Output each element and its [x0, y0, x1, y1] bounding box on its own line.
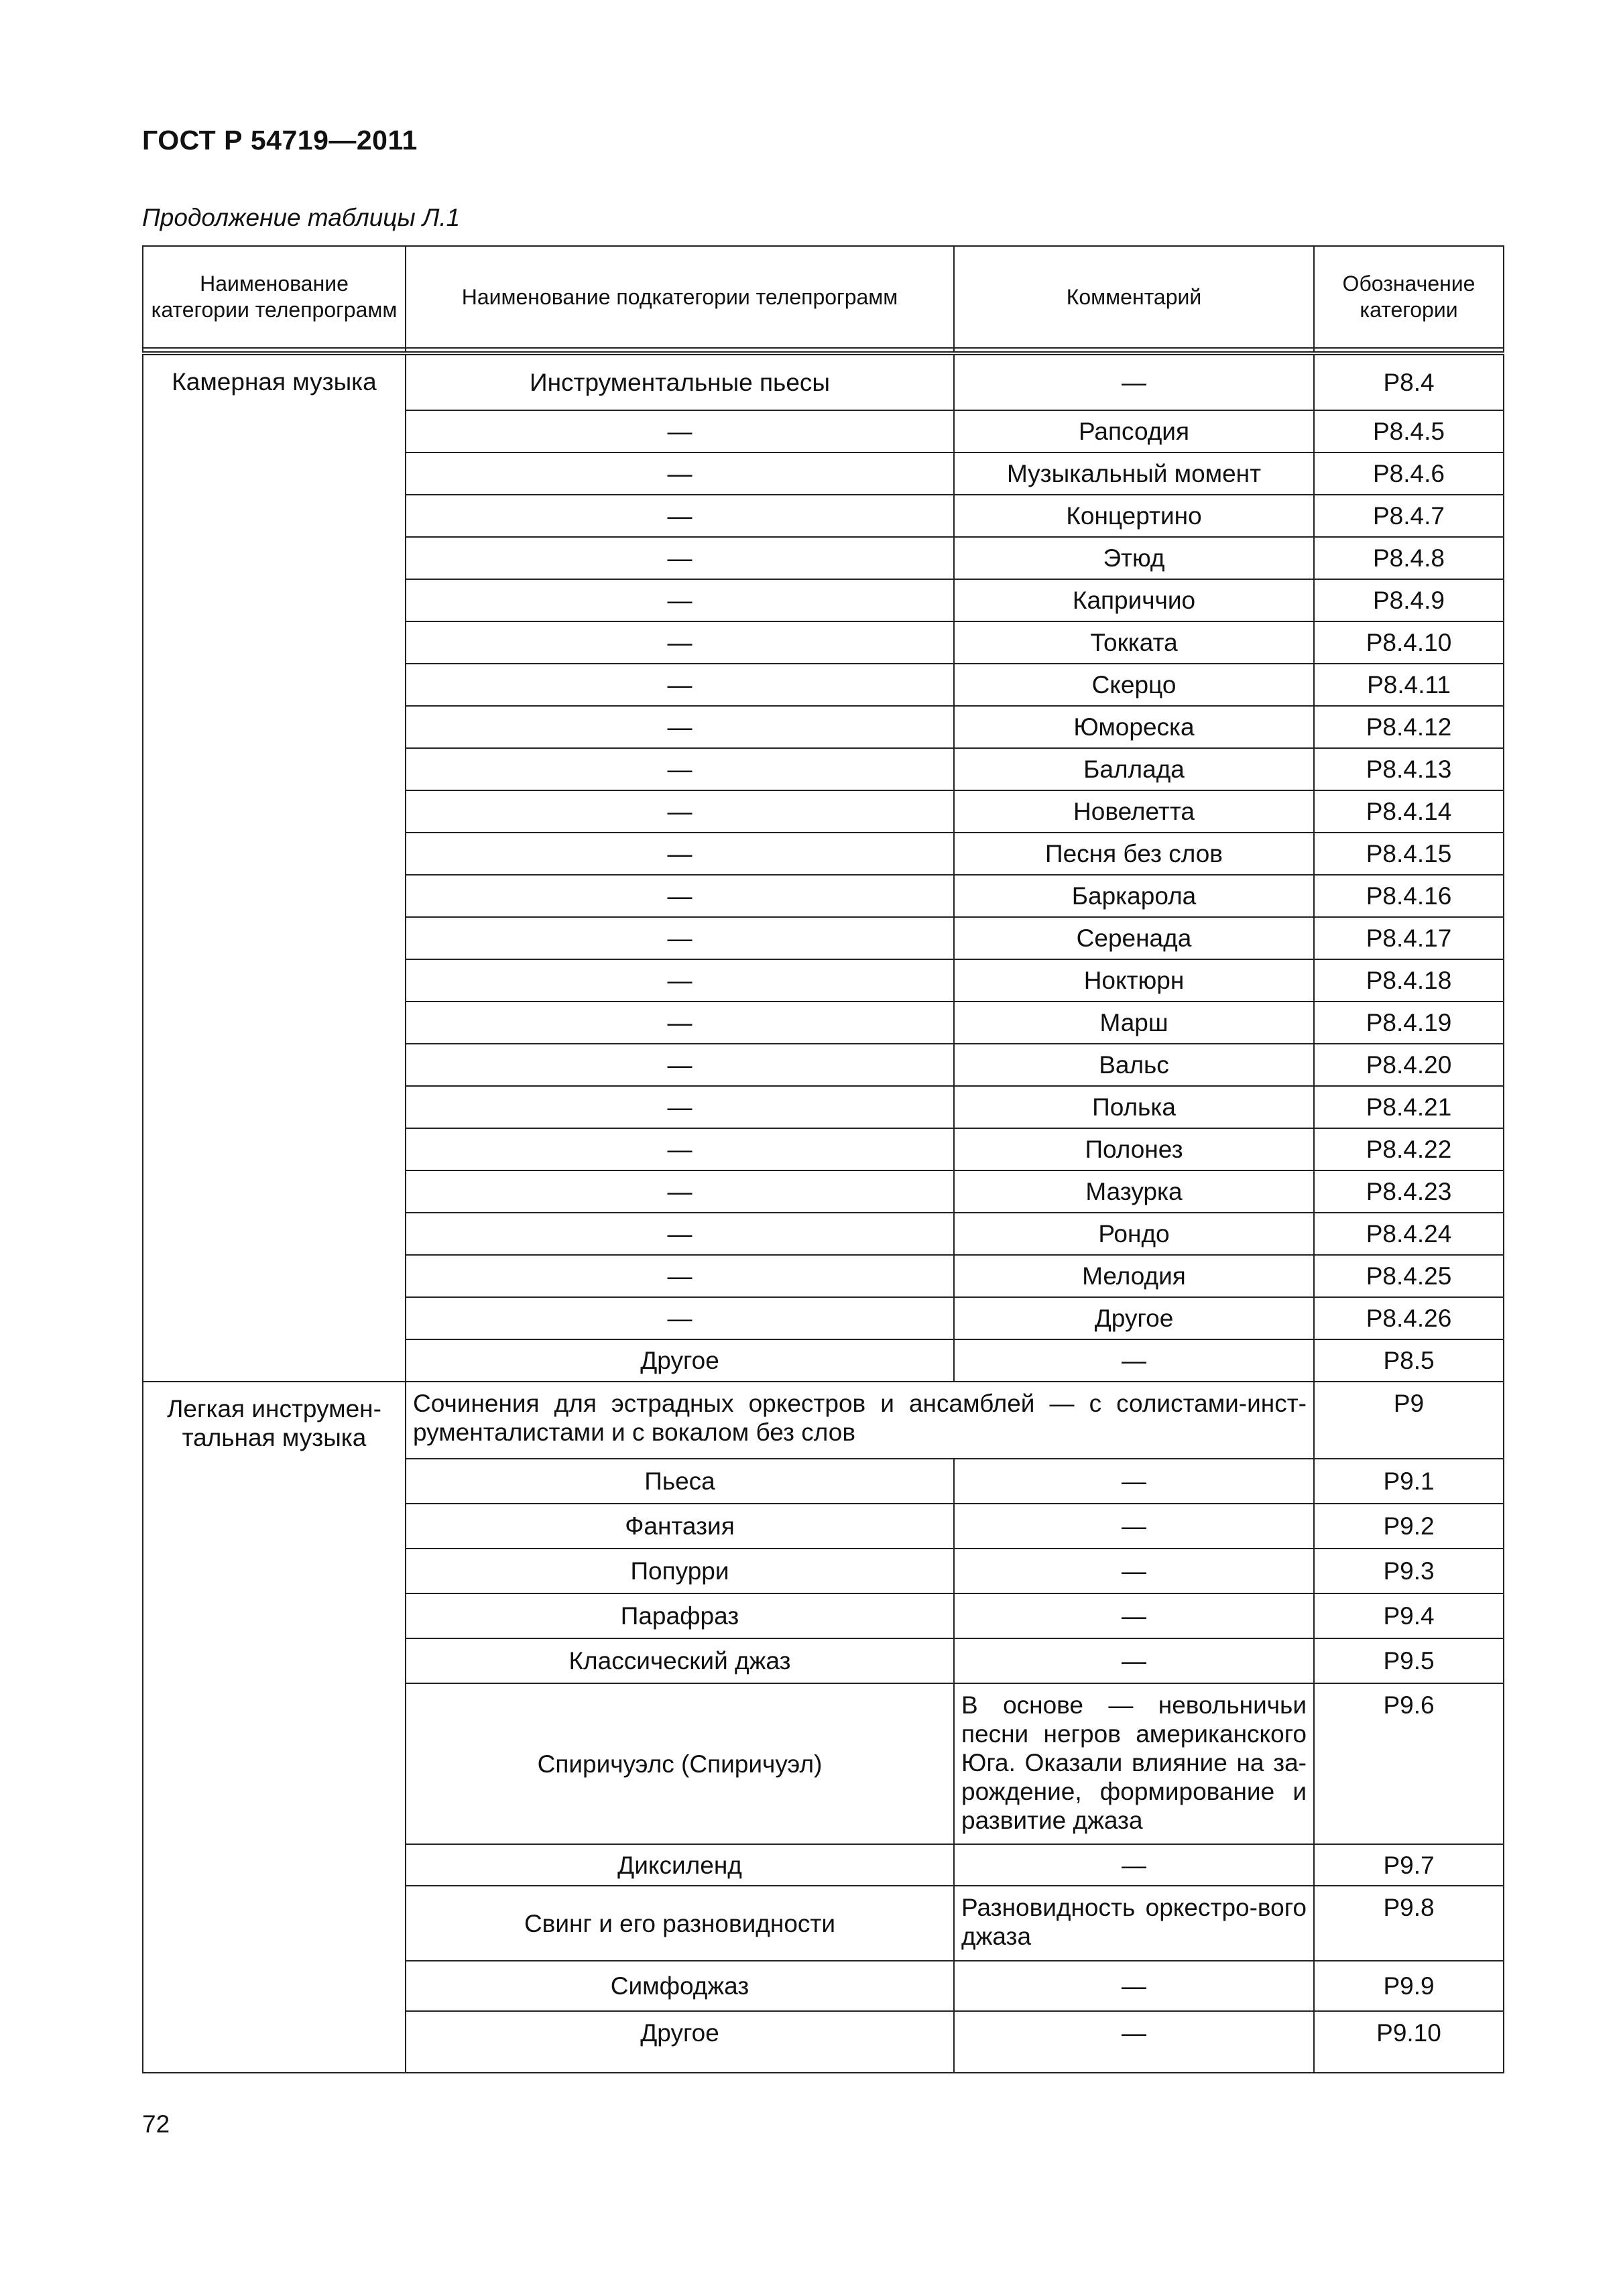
- table-row: [143, 353, 1504, 410]
- subcategory-cell: —: [406, 664, 954, 706]
- code-cell: P8.4.5: [1314, 410, 1504, 452]
- subcategory-cell: —: [406, 917, 954, 959]
- code-cell: P8.4.24: [1314, 1213, 1504, 1255]
- code-cell: P8.4.6: [1314, 452, 1504, 495]
- comment-cell: —: [954, 1844, 1314, 1886]
- code-cell: P8.4.17: [1314, 917, 1504, 959]
- comment-cell: Мазурка: [954, 1170, 1314, 1213]
- comment-cell: Вальс: [954, 1044, 1314, 1086]
- category-cell: Камерная музыка: [143, 353, 406, 1382]
- comment-cell: Новелетта: [954, 790, 1314, 833]
- comment-cell: Песня без слов: [954, 833, 1314, 875]
- code-cell: P8.5: [1314, 1339, 1504, 1382]
- subcategory-cell: Фантазия: [406, 1504, 954, 1549]
- document-code: ГОСТ Р 54719—2011: [142, 125, 418, 156]
- comment-cell: Музыкальный момент: [954, 452, 1314, 495]
- code-cell: P8.4: [1314, 353, 1504, 410]
- comment-cell: —: [954, 1339, 1314, 1382]
- header-subcategory: Наименование подкатегории телепрограмм: [406, 246, 954, 348]
- subcategory-cell: —: [406, 1297, 954, 1339]
- comment-cell: —: [954, 1459, 1314, 1504]
- comment-cell: Каприччио: [954, 579, 1314, 621]
- code-cell: P8.4.11: [1314, 664, 1504, 706]
- subcategory-cell: Спиричуэлс (Спиричуэл): [406, 1683, 954, 1844]
- comment-cell: Баркарола: [954, 875, 1314, 917]
- category-table: [142, 245, 1504, 2073]
- code-cell: P9.5: [1314, 1638, 1504, 1683]
- subcategory-cell: —: [406, 1170, 954, 1213]
- code-cell: P8.4.26: [1314, 1297, 1504, 1339]
- code-cell: P8.4.25: [1314, 1255, 1504, 1297]
- subcategory-cell: —: [406, 1086, 954, 1128]
- code-cell: P8.4.19: [1314, 1002, 1504, 1044]
- comment-cell: Баллада: [954, 748, 1314, 790]
- subcategory-cell: —: [406, 1255, 954, 1297]
- comment-cell: Другое: [954, 1297, 1314, 1339]
- subcategory-cell: —: [406, 495, 954, 537]
- comment-cell: —: [954, 1549, 1314, 1593]
- comment-cell: Разновидность оркестро-вого джаза: [954, 1886, 1314, 1961]
- comment-cell: Токката: [954, 621, 1314, 664]
- subcategory-cell: —: [406, 748, 954, 790]
- code-cell: P8.4.23: [1314, 1170, 1504, 1213]
- subcategory-cell: Парафраз: [406, 1593, 954, 1638]
- code-cell: P8.4.22: [1314, 1128, 1504, 1170]
- header-separator: [143, 348, 1504, 353]
- code-cell: P8.4.16: [1314, 875, 1504, 917]
- comment-cell: —: [954, 1638, 1314, 1683]
- comment-cell: Рондо: [954, 1213, 1314, 1255]
- comment-cell: —: [954, 1593, 1314, 1638]
- code-cell: P9.2: [1314, 1504, 1504, 1549]
- comment-cell: Скерцо: [954, 664, 1314, 706]
- header-code: Обозначение категории: [1314, 246, 1504, 348]
- subcategory-cell: Свинг и его разновидности: [406, 1886, 954, 1961]
- subcategory-cell: —: [406, 706, 954, 748]
- subcategory-cell: —: [406, 537, 954, 579]
- code-cell: P8.4.7: [1314, 495, 1504, 537]
- comment-cell: Этюд: [954, 537, 1314, 579]
- subcategory-cell: Инструментальные пьесы: [406, 353, 954, 410]
- code-cell: P9.6: [1314, 1683, 1504, 1844]
- comment-cell: Мелодия: [954, 1255, 1314, 1297]
- subcategory-cell: —: [406, 452, 954, 495]
- table-header-row: [143, 246, 1504, 348]
- code-cell: P8.4.21: [1314, 1086, 1504, 1128]
- subcategory-cell: Другое: [406, 2011, 954, 2073]
- comment-cell: Юмореска: [954, 706, 1314, 748]
- subcategory-cell: —: [406, 1002, 954, 1044]
- comment-cell: Ноктюрн: [954, 959, 1314, 1002]
- comment-cell: В основе — невольничьи песни негров американского Юга. Оказали влияние на за-рождение, формирование и развитие джаза: [954, 1683, 1314, 1844]
- subcategory-cell: Диксиленд: [406, 1844, 954, 1886]
- code-cell: P9.8: [1314, 1886, 1504, 1961]
- subcategory-cell: Симфоджаз: [406, 1961, 954, 2011]
- table-row: [143, 1382, 1504, 1459]
- comment-cell: —: [954, 1504, 1314, 1549]
- code-cell: P9.10: [1314, 2011, 1504, 2073]
- subcategory-cell: —: [406, 1213, 954, 1255]
- subcategory-cell: Классический джаз: [406, 1638, 954, 1683]
- code-cell: P9.1: [1314, 1459, 1504, 1504]
- subcategory-cell: Другое: [406, 1339, 954, 1382]
- code-cell: P9.7: [1314, 1844, 1504, 1886]
- code-cell: P9.4: [1314, 1593, 1504, 1638]
- code-cell: P8.4.9: [1314, 579, 1504, 621]
- subcategory-cell: —: [406, 875, 954, 917]
- subcategory-cell: —: [406, 1128, 954, 1170]
- comment-cell: Полька: [954, 1086, 1314, 1128]
- code-cell: P8.4.18: [1314, 959, 1504, 1002]
- subcategory-cell: —: [406, 579, 954, 621]
- subcategory-cell: Пьеса: [406, 1459, 954, 1504]
- comment-cell: Серенада: [954, 917, 1314, 959]
- code-cell: P8.4.12: [1314, 706, 1504, 748]
- subcategory-cell: —: [406, 1044, 954, 1086]
- subcategory-cell: Попурри: [406, 1549, 954, 1593]
- code-cell: P8.4.10: [1314, 621, 1504, 664]
- comment-cell: —: [954, 1961, 1314, 2011]
- comment-cell: Рапсодия: [954, 410, 1314, 452]
- code-cell: P9.9: [1314, 1961, 1504, 2011]
- comment-cell: Марш: [954, 1002, 1314, 1044]
- code-cell: P8.4.13: [1314, 748, 1504, 790]
- header-category: Наименование категории телепрограмм: [143, 246, 406, 348]
- code-cell: P8.4.14: [1314, 790, 1504, 833]
- code-cell: P8.4.20: [1314, 1044, 1504, 1086]
- code-cell: P8.4.15: [1314, 833, 1504, 875]
- subcategory-cell: —: [406, 833, 954, 875]
- comment-cell: —: [954, 2011, 1314, 2073]
- subcategory-cell: —: [406, 621, 954, 664]
- header-comment: Комментарий: [954, 246, 1314, 348]
- table-caption: Продолжение таблицы Л.1: [142, 204, 461, 231]
- category-cell: Легкая инструмен-тальная музыка: [143, 1382, 406, 2073]
- subcategory-cell: —: [406, 790, 954, 833]
- comment-cell: Полонез: [954, 1128, 1314, 1170]
- page-number: 72: [142, 2110, 170, 2138]
- code-cell: P8.4.8: [1314, 537, 1504, 579]
- subcategory-cell: —: [406, 410, 954, 452]
- code-cell: P9: [1314, 1382, 1504, 1459]
- comment-cell: —: [954, 353, 1314, 410]
- comment-cell: Концертино: [954, 495, 1314, 537]
- subcategory-lead-cell: Сочинения для эстрадных оркестров и ансамблей — с солистами-инст-рументалистами и с вокалом без слов: [406, 1382, 1314, 1459]
- code-cell: P9.3: [1314, 1549, 1504, 1593]
- subcategory-cell: —: [406, 959, 954, 1002]
